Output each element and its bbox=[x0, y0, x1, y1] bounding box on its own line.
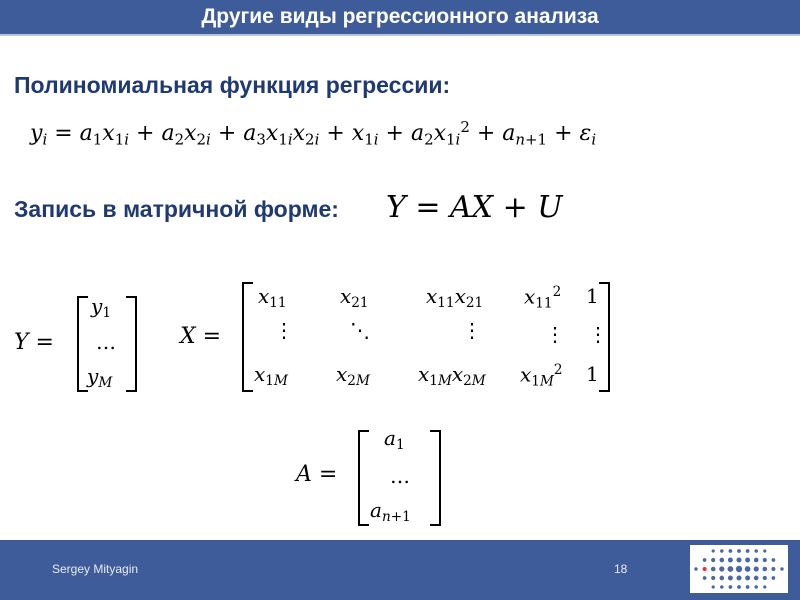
y-vector-last: $y_M$ bbox=[87, 364, 113, 392]
x-cell-x21: $x_{21}$ bbox=[340, 284, 369, 312]
a-vector-first: $a_1$ bbox=[384, 426, 405, 454]
matrix-form-heading: Запись в матричной форме: bbox=[14, 196, 339, 222]
x-matrix-right-bracket bbox=[599, 282, 610, 392]
page-number: 18 bbox=[614, 562, 628, 576]
x-cell-one-top: 1 bbox=[586, 284, 599, 308]
x-cell-x2M: $x_{2M}$ bbox=[336, 362, 370, 390]
matrix-formula: Y = AX + U bbox=[386, 190, 563, 225]
a-vector-last: $a_{n+1}$ bbox=[370, 498, 411, 526]
polynomial-heading: Полиномиальная функция регрессии: bbox=[14, 72, 451, 98]
a-vector-right-bracket bbox=[430, 430, 441, 526]
x-cell-x1M: $x_{1M}$ bbox=[254, 362, 288, 390]
y-vector-label: Y = bbox=[14, 330, 54, 355]
slide-title: Другие виды регрессионного анализа bbox=[201, 5, 599, 28]
x-vdots-1: ⋮ bbox=[274, 318, 294, 342]
title-bar bbox=[0, 0, 800, 34]
title-divider bbox=[0, 34, 800, 36]
x-cell-x11-squared: $x_{11}^2$ bbox=[524, 284, 562, 312]
x-cell-x11x21: $x_{11}x_{21}$ bbox=[426, 284, 484, 312]
y-vector-ellipsis: … bbox=[96, 330, 116, 354]
logo-icon bbox=[690, 545, 788, 593]
x-cell-one-bottom: 1 bbox=[586, 362, 599, 386]
x-vdots-3: ⋮ bbox=[545, 322, 565, 346]
a-vector-label: A = bbox=[296, 462, 338, 487]
polynomial-formula: $y_i = a_1x_{1i} + a_2x_{2i} + a_3x_{1i}x_{2i} + x_{1i} + a_2x_{1i}^2 + a_{n+1} + \varepsilon_i$ bbox=[30, 118, 597, 149]
x-matrix-left-bracket bbox=[242, 282, 253, 392]
a-vector-left-bracket bbox=[358, 430, 369, 526]
footer-author: Sergey Mityagin bbox=[52, 562, 139, 576]
y-vector-first: $y_1$ bbox=[91, 294, 111, 322]
a-vector-ellipsis: … bbox=[390, 464, 410, 488]
x-matrix-label: X = bbox=[180, 324, 222, 349]
x-ddots: ⋱ bbox=[350, 318, 370, 342]
y-vector-right-bracket bbox=[126, 296, 137, 392]
x-cell-x1M-squared: $x_{1M}^2$ bbox=[520, 362, 563, 390]
x-vdots-4: ⋮ bbox=[588, 322, 608, 346]
x-vdots-2: ⋮ bbox=[462, 318, 482, 342]
x-cell-x1Mx2M: $x_{1M}x_{2M}$ bbox=[418, 362, 486, 390]
x-cell-x11: $x_{11}$ bbox=[258, 284, 287, 312]
